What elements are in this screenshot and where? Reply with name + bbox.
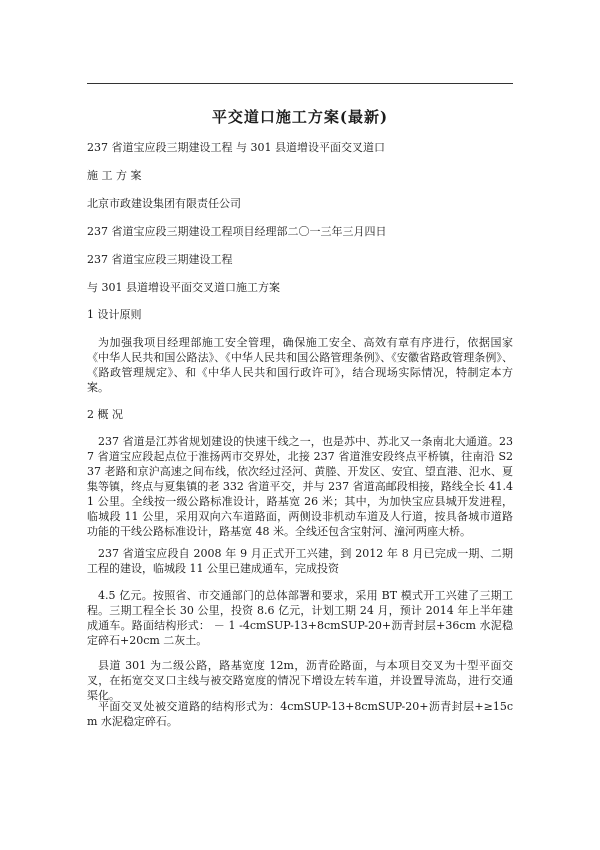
header-rule xyxy=(87,83,513,84)
section-2-paragraph-4: 县道 301 为二级公路，路基宽度 12m，沥青砼路面，与本项目交叉为十型平面交叉，在拓宽交叉口主线与被交路宽度的情况下增设左转车道，并设置导流岛，进行交通渠化。 xyxy=(87,659,513,702)
section-2-paragraph-1: 237 省道是江苏省规划建设的快速干线之一，也是苏中、苏北又一条南北大通道。237 省道宝应段起点位于淮扬两市交界处，北接 237 省道淮安段终点平桥镇，往南沿 S237 老路和京沪高速之间布线，依次经过泾河、黄塍、开发区、安宜、望直港、氾水、夏集等镇，终点与夏集镇的老 332 省道平交，并与 237 省道高邮段相接，路线全长 41.41 公里。全线按一级公路标准设计，路基宽 26 米；其中，为加快宝应县城开发进程，临城段 11 公里，采用双向六车道路面，两侧设非机动车道及人行道，按具备城市道路功能的干线公路标准设计，路基宽 48 米。全线还包含宝射河、潼河两座大桥。 xyxy=(87,435,513,538)
section-1-heading: 1 设计原则 xyxy=(87,308,142,321)
section-2-heading: 2 概 况 xyxy=(87,408,123,421)
section-1-paragraph: 为加强我项目经理部施工安全管理，确保施工安全、高效有章有序进行，依据国家《中华人民共和国公路法》、《中华人民共和国公路管理条例》、《安徽省路政管理条例》、《路政管理规定》、和《中华人民共和国行政许可》，结合现场实际情况，特制定本方案。 xyxy=(87,336,513,394)
section-2-paragraph-2: 237 省道宝应段自 2008 年 9 月正式开工兴建，到 2012 年 8 月已完成一期、二期工程的建设，临城段 11 公里已建成通车，完成投资 xyxy=(87,547,513,575)
section-2-paragraph-3: 4.5 亿元。按照省、市交通部门的总体部署和要求，采用 BT 模式开工兴建了三期工程。三期工程全长 30 公里，投资 8.6 亿元，计划工期 24 月，预计 2014 年上半年建成通车。路面结构形式： － 1 -4cmSUP-13+8cmSUP-20+沥青封层+36cm 水泥稳定碎石+20cm 二灰土。 xyxy=(87,589,513,647)
cover-line-company: 北京市政建设集团有限责任公司 xyxy=(87,197,241,210)
cover-line-dept-date: 237 省道宝应段三期建设工程项目经理部二〇一三年三月四日 xyxy=(87,225,387,238)
section-2-paragraph-5: 平面交叉处被交道路的结构形式为：4cmSUP-13+8cmSUP-20+沥青封层+≥15cm 水泥稳定碎石。 xyxy=(87,700,513,728)
cover-line-plan-name: 与 301 县道增设平面交叉道口施工方案 xyxy=(87,281,280,294)
document-title: 平交道口施工方案(最新) xyxy=(211,108,389,126)
cover-line-project: 237 省道宝应段三期建设工程 与 301 县道增设平面交叉道口 xyxy=(87,141,385,154)
cover-line-project-repeat: 237 省道宝应段三期建设工程 xyxy=(87,253,233,266)
cover-line-plan-label: 施 工 方 案 xyxy=(87,169,142,182)
